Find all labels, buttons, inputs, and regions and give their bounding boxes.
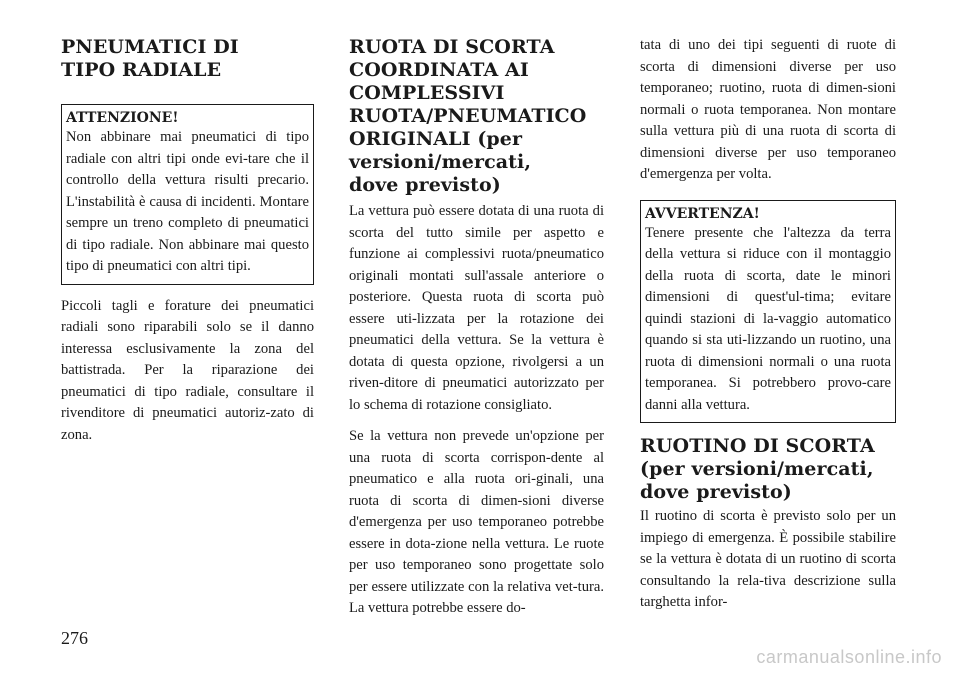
page-number: 276: [61, 628, 88, 648]
column-right: [640, 36, 896, 614]
warning-title: ATTENZIONE!: [66, 110, 179, 126]
warning-text: Non abbinare mai pneumatici di tipo radiale con altri tipi onde evi-tare che il controllo della vettura risulti precario. L'instabilità è causa di incidenti. Montare sempre un treno completo di pneumatici di tipo radiale. Non abbinare mai questo tipo di pneumatici con altri tipi.: [66, 129, 309, 274]
paragraph-compact-spare: Il ruotino di scorta è previsto solo per un impiego di emergenza. È possibile stabilire se la vettura è dotata di un ruotino di scorta consultando la rela-tiva descrizione sulla targhetta infor-: [640, 508, 896, 610]
paragraph-spare-types: tata di uno dei tipi seguenti di ruote di scorta di dimensioni diverse per uso temporaneo; ruotino, ruota di dimen-sioni normali o ruota temporanea. Non montare sulla vettura più di una ruota di scorta di dimensioni diverse per uso temporaneo d'emergenza per volta.: [640, 37, 896, 182]
warning-text: Tenere presente che l'altezza da terra della vettura si riduce con il montaggio della ruota di scorta, date le minori dimensioni di quest'ul-tima; evitare quindi stazioni di la-vaggio automatico quando si sta uti-lizzando un ruotino, una ruota di dimensioni normali o una ruota temporanea. Si potrebbero provo-care danni alla vettura.: [645, 224, 891, 413]
paragraph-radial-repair: Piccoli tagli e forature dei pneumatici radiali sono riparabili solo se il danno interessa esclusivamente la zona del battistrada. Per la riparazione dei pneumatici di tipo radiale, consultare il rivenditore di pneumatici autoriz-zato di zona.: [61, 297, 314, 443]
section-heading-compact-spare: RUOTINO DI SCORTA (per versioni/mercati, dove previsto): [640, 435, 875, 503]
warning-title: AVVERTENZA!: [645, 205, 760, 222]
section-heading-matching-spare: RUOTA DI SCORTA COORDINATA AI COMPLESSIVI RUOTA/PNEUMATICO ORIGINALI (per versioni/mercati, dove previsto): [349, 36, 587, 196]
paragraph-matching-spare-1: La vettura può essere dotata di una ruota di scorta del tutto simile per aspetto e funzione ai complessivi ruota/pneumatico originali montati sull'assale anteriore o posteriore. Questa ruota di scorta può essere uti-lizzata per la rotazione dei pneumatici della vettura. Se la vettura è dotata di questa opzione, rivolgersi a un riven-ditore di pneumatici autorizzato per lo schema di rotazione consigliato.: [349, 203, 604, 413]
section-heading-radial-tires: PNEUMATICI DI TIPO RADIALE: [61, 36, 239, 81]
paragraph-matching-spare-2: Se la vettura non prevede un'opzione per una ruota di scorta corrispon-dente al pneumatico e alla ruota ori-ginali, una ruota di scorta di dimen-sioni diverse d'emergenza per uso temporaneo potrebbe essere in dota-zione nella vettura. Le ruote per uso temporaneo sono progettate solo per essere utilizzate con la relativa vet-tura. La vettura potrebbe essere do-: [349, 428, 604, 616]
warning-box-attenzione: [61, 104, 314, 285]
watermark: carmanualsonline.info: [756, 647, 942, 667]
warning-box-avvertenza: [640, 200, 896, 424]
column-middle: [349, 36, 604, 620]
column-left: [61, 36, 314, 446]
